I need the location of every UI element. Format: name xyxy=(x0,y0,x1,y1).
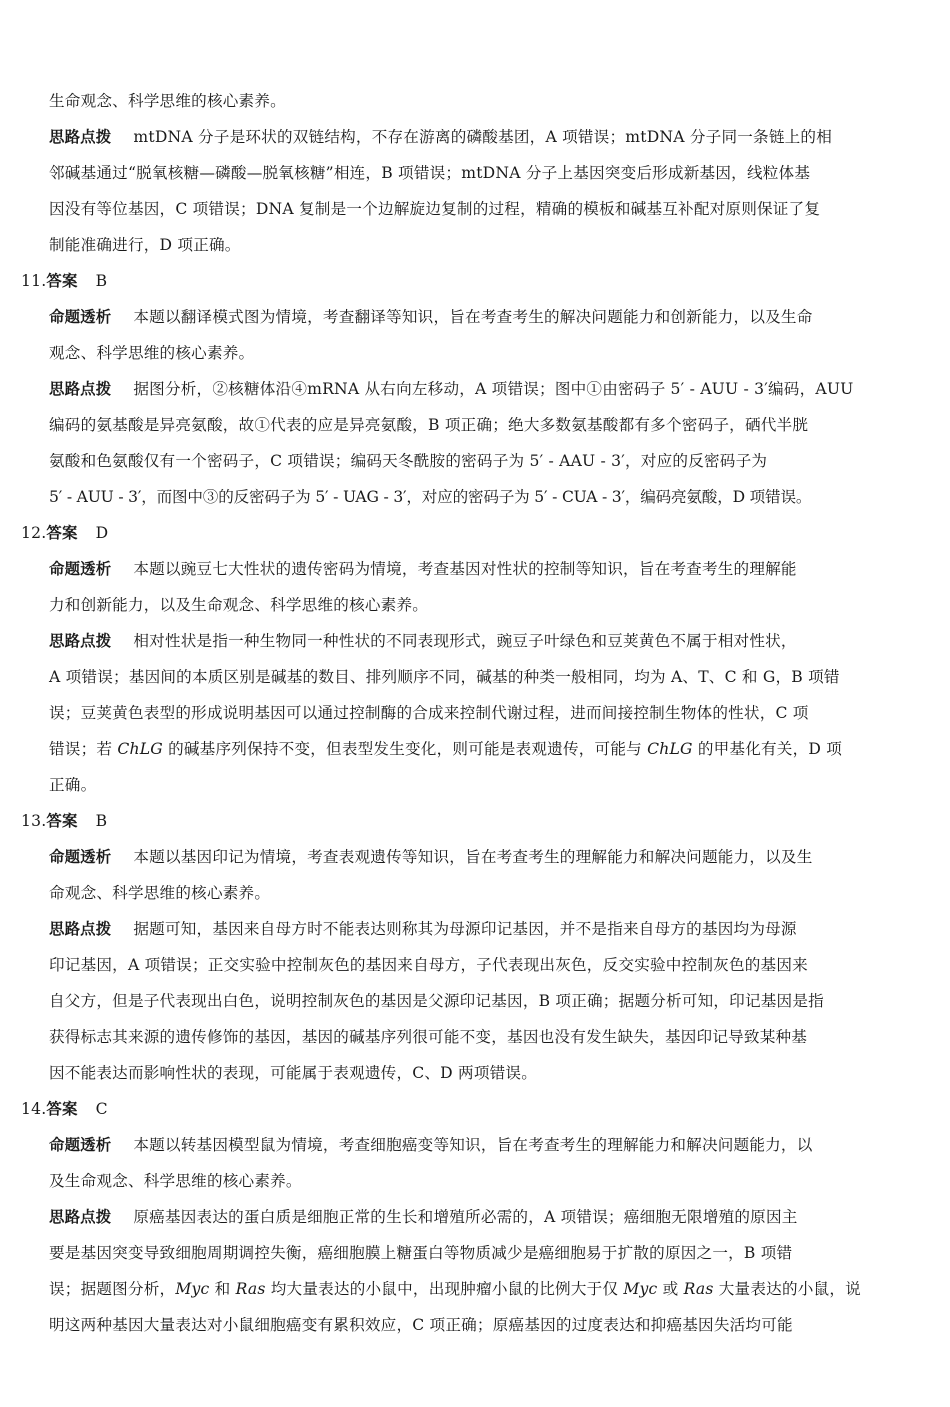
gene-name: ChLG xyxy=(647,740,693,758)
analysis-line: 思路点拨 相对性状是指一种生物同一种性状的不同表现形式，豌豆子叶绿色和豆荚黄色不属于相对性状， xyxy=(49,632,797,650)
gene-name: Ras xyxy=(683,1280,714,1298)
text-line: 5′ - AUU - 3′，而图中③的反密码子为 5′ - UAG - 3′，对应的密码子为 5′ - CUA - 3′，编码亮氨酸，D 项错误。 xyxy=(49,488,812,506)
intent-line: 命题透析 本题以豌豆七大性状的遗传密码为情境，考查基因对性状的控制等知识，旨在考查考生的理解能 xyxy=(49,560,797,578)
analysis-label: 思路点拨 xyxy=(49,128,112,146)
gene-name: Ras xyxy=(235,1280,266,1298)
text-line: 邻碱基通过“脱氧核糖—磷酸—脱氧核糖”相连，B 项错误；mtDNA 分子上基因突变后形成新基因，线粒体基 xyxy=(49,164,811,182)
answer-header-12: 12.答案 D xyxy=(21,524,109,542)
analysis-line: 思路点拨 原癌基因表达的蛋白质是细胞正常的生长和增殖所必需的，A 项错误；癌细胞无限增殖的原因主 xyxy=(49,1208,798,1226)
text-line: 命观念、科学思维的核心素养。 xyxy=(49,884,271,902)
text-line: 力和创新能力，以及生命观念、科学思维的核心素养。 xyxy=(49,596,429,614)
text-line: 误；豆荚黄色表型的形成说明基因可以通过控制酶的合成来控制代谢过程，进而间接控制生物体的性状，C 项 xyxy=(49,704,809,722)
answer-header-11: 11.答案 B xyxy=(21,272,108,290)
intent-label: 命题透析 xyxy=(49,848,112,866)
text-line: 制能准确进行，D 项正确。 xyxy=(49,236,241,254)
intent-line: 命题透析 本题以基因印记为情境，考查表观遗传等知识，旨在考查考生的理解能力和解决问题能力，以及生 xyxy=(49,848,813,866)
text-line: 因没有等位基因，C 项错误；DNA 复制是一个边解旋边复制的过程，精确的模板和碱基互补配对原则保证了复 xyxy=(49,200,821,218)
analysis-label: 思路点拨 xyxy=(49,1208,112,1226)
intent-label: 命题透析 xyxy=(49,1136,112,1154)
text-line: 正确。 xyxy=(49,776,97,794)
analysis-line: 思路点拨 mtDNA 分子是环状的双链结构，不存在游离的磷酸基团，A 项错误；mtDNA 分子同一条链上的相 xyxy=(49,128,833,146)
text-line: 观念、科学思维的核心素养。 xyxy=(49,344,255,362)
text-line: 要是基因突变导致细胞周期调控失衡，癌细胞膜上糖蛋白等物质减少是癌细胞易于扩散的原因之一，B 项错 xyxy=(49,1244,793,1262)
text-line: 获得标志其来源的遗传修饰的基因，基因的碱基序列很可能不变，基因也没有发生缺失，基因印记导致某种基 xyxy=(49,1028,808,1046)
text-line: 自父方，但是子代表现出白色，说明控制灰色的基因是父源印记基因，B 项正确；据题分析可知，印记基因是指 xyxy=(49,992,824,1010)
text-line: 及生命观念、科学思维的核心素养。 xyxy=(49,1172,302,1190)
text-line: 错误；若 ChLG 的碱基序列保持不变，但表型发生变化，则可能是表观遗传，可能与 ChLG 的甲基化有关，D 项 xyxy=(49,740,843,758)
intent-line: 命题透析 本题以转基因模型鼠为情境，考查细胞癌变等知识，旨在考查考生的理解能力和解决问题能力，以 xyxy=(49,1136,813,1154)
gene-name: ChLG xyxy=(117,740,163,758)
gene-name: Myc xyxy=(175,1280,210,1298)
answer-header-13: 13.答案 B xyxy=(21,812,108,830)
text-line: 编码的氨基酸是异亮氨酸，故①代表的应是异亮氨酸，B 项正确；绝大多数氨基酸都有多个密码子，硒代半胱 xyxy=(49,416,809,434)
text-line: 误；据题图分析，Myc 和 Ras 均大量表达的小鼠中，出现肿瘤小鼠的比例大于仅 Myc 或 Ras 大量表达的小鼠，说 xyxy=(49,1280,861,1298)
analysis-label: 思路点拨 xyxy=(49,632,112,650)
analysis-line: 思路点拨 据图分析，②核糖体沿④mRNA 从右向左移动，A 项错误；图中①由密码子 5′ - AUU - 3′编码，AUU xyxy=(49,380,854,398)
text-line: 因不能表达而影响性状的表现，可能属于表观遗传，C、D 两项错误。 xyxy=(49,1064,538,1082)
text-line: 明这两种基因大量表达对小鼠细胞癌变有累积效应，C 项正确；原癌基因的过度表达和抑癌基因失活均可能 xyxy=(49,1316,793,1334)
text-line: 印记基因，A 项错误；正交实验中控制灰色的基因来自母方，子代表现出灰色，反交实验中控制灰色的基因来 xyxy=(49,956,808,974)
analysis-label: 思路点拨 xyxy=(49,380,112,398)
analysis-line: 思路点拨 据题可知，基因来自母方时不能表达则称其为母源印记基因，并不是指来自母方的基因均为母源 xyxy=(49,920,797,938)
gene-name: Myc xyxy=(623,1280,658,1298)
intent-label: 命题透析 xyxy=(49,308,112,326)
text-line: A 项错误；基因间的本质区别是碱基的数目、排列顺序不同，碱基的种类一般相同，均为 A、T、C 和 G，B 项错 xyxy=(49,668,840,686)
text-line: 生命观念、科学思维的核心素养。 xyxy=(49,92,286,110)
intent-label: 命题透析 xyxy=(49,560,112,578)
analysis-label: 思路点拨 xyxy=(49,920,112,938)
answer-header-14: 14.答案 C xyxy=(21,1100,108,1118)
intent-line: 命题透析 本题以翻译模式图为情境，考查翻译等知识，旨在考查考生的解决问题能力和创新能力，以及生命 xyxy=(49,308,813,326)
text-line: 氨酸和色氨酸仅有一个密码子，C 项错误；编码天冬酰胺的密码子为 5′ - AAU - 3′，对应的反密码子为 xyxy=(49,452,768,470)
